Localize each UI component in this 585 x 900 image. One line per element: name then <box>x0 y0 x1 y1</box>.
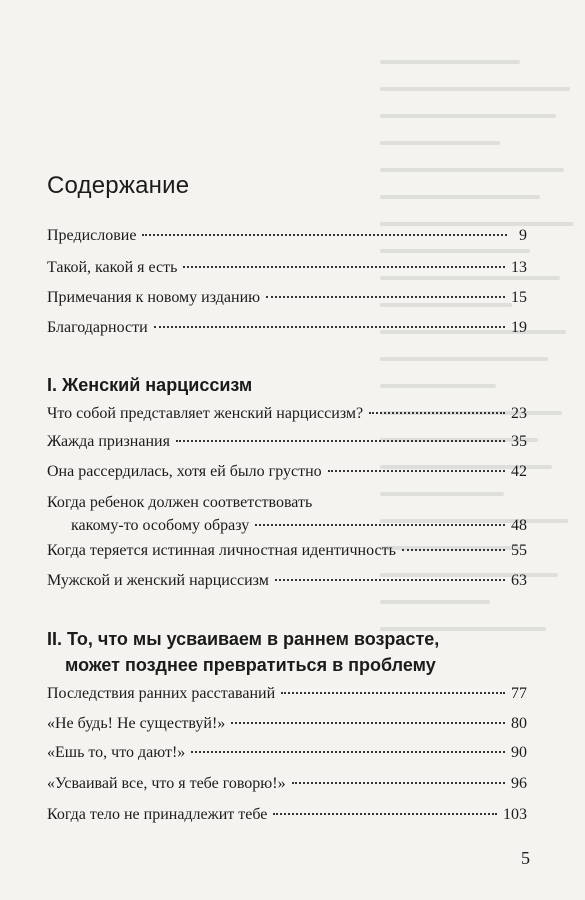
entry-title: Последствия ранних расставаний <box>47 685 276 702</box>
entry-title: Примечания к новому изданию <box>47 289 261 306</box>
entry-title: Жажда признания <box>47 433 170 450</box>
entry-page: 77 <box>511 685 527 702</box>
toc-entry[interactable] <box>47 288 527 308</box>
toc-title: Содержание <box>47 172 190 199</box>
leader-dots <box>275 579 505 581</box>
entry-title-continued: какому-то особому образу <box>71 517 250 534</box>
entry-page: 103 <box>503 806 527 823</box>
entry-page: 15 <box>511 289 527 306</box>
entry-page: 23 <box>511 405 527 422</box>
section-title-line: I. Женский нарциссизм <box>47 375 253 395</box>
entry-title: Мужской и женский нарциссизм <box>47 572 269 589</box>
leader-dots <box>328 470 505 472</box>
section-title-line: II. То, что мы усваиваем в раннем возрасте, <box>47 629 440 649</box>
leader-dots <box>369 412 505 414</box>
toc-entry[interactable] <box>47 432 527 452</box>
leader-dots <box>231 722 505 724</box>
toc-entry[interactable] <box>47 541 527 561</box>
entry-page: 19 <box>511 319 527 336</box>
toc-entry[interactable] <box>47 404 527 424</box>
section-title <box>47 372 252 398</box>
leader-dots <box>402 549 505 551</box>
entry-page: 55 <box>511 542 527 559</box>
leader-dots <box>281 692 505 694</box>
entry-title: Благодарности <box>47 319 148 336</box>
entry-page: 90 <box>511 744 527 761</box>
entry-title: «Усваивай все, что я тебе говорю!» <box>47 775 286 792</box>
entry-title: «Не будь! Не существуй!» <box>47 715 226 732</box>
entry-title: Когда ребенок должен соответствовать <box>47 494 313 511</box>
leader-dots <box>191 751 505 753</box>
section-title-line: может позднее превратиться в проблему <box>65 655 436 675</box>
toc-entry[interactable] <box>47 493 527 536</box>
entry-title: Она рассердилась, хотя ей было грустно <box>47 463 322 480</box>
toc-entry[interactable] <box>47 684 527 704</box>
section-title <box>47 626 439 678</box>
entry-page: 35 <box>511 433 527 450</box>
entry-page: 80 <box>511 715 527 732</box>
leader-dots <box>176 440 505 442</box>
toc-entry[interactable] <box>47 571 527 591</box>
entry-title: Такой, какой я есть <box>47 259 178 276</box>
toc-entry[interactable] <box>47 743 527 763</box>
entry-title: Когда тело не принадлежит тебе <box>47 806 268 823</box>
leader-dots <box>154 326 505 328</box>
entry-page: 9 <box>519 227 527 244</box>
leader-dots <box>142 234 507 236</box>
leader-dots <box>255 524 505 526</box>
entry-page: 63 <box>511 572 527 589</box>
entry-title: Что собой представляет женский нарциссизм? <box>47 405 364 422</box>
entry-page: 13 <box>511 259 527 276</box>
toc-entry[interactable] <box>47 318 527 338</box>
toc-entry[interactable] <box>47 774 527 794</box>
leader-dots <box>273 813 497 815</box>
entry-title: Когда теряется истинная личностная идентичность <box>47 542 396 559</box>
leader-dots <box>266 296 505 298</box>
toc-entry[interactable] <box>47 462 527 482</box>
leader-dots <box>292 782 505 784</box>
entry-title: «Ешь то, что дают!» <box>47 744 186 761</box>
toc-entry[interactable] <box>47 226 527 246</box>
entry-page: 48 <box>511 517 527 534</box>
entry-page: 42 <box>511 463 527 480</box>
toc-entry[interactable] <box>47 714 527 734</box>
toc-entry[interactable] <box>47 258 527 278</box>
entry-title: Предисловие <box>47 227 137 244</box>
page-number: 5 <box>521 848 530 868</box>
toc-entry[interactable] <box>47 805 527 825</box>
entry-page: 96 <box>511 775 527 792</box>
leader-dots <box>183 266 505 268</box>
